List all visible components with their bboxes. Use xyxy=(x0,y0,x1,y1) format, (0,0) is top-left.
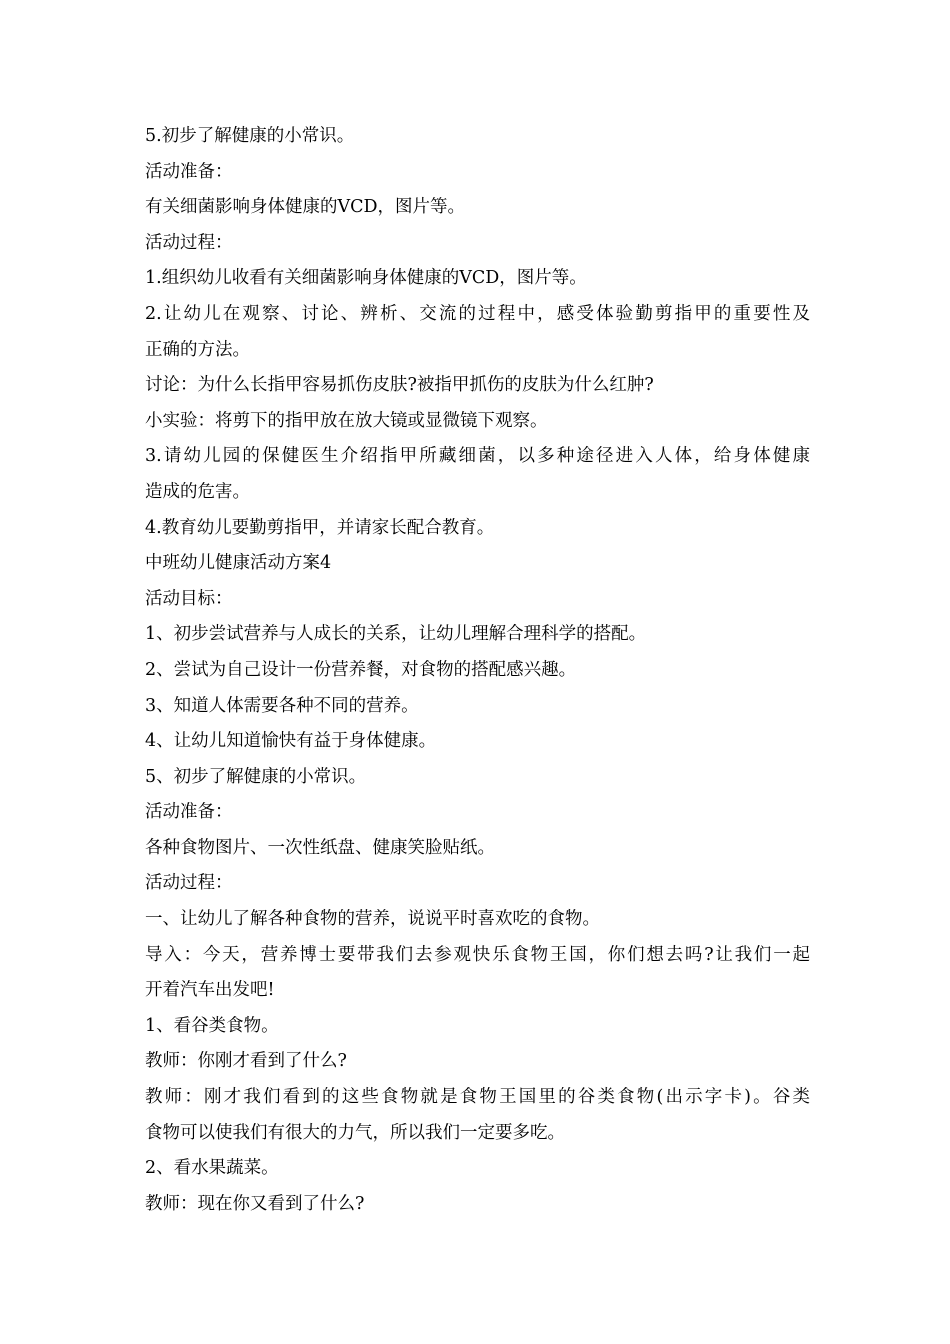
text-line: 教师：你刚才看到了什么? xyxy=(145,1051,347,1072)
text-line: 3、知道人体需要各种不同的营养。 xyxy=(145,695,419,716)
text-line: 一、让幼儿了解各种食物的营养，说说平时喜欢吃的食物。 xyxy=(145,909,600,930)
section-heading: 活动过程： xyxy=(145,873,233,894)
text-line: 5.初步了解健康的小常识。 xyxy=(145,126,355,146)
text-line: 正确的方法。 xyxy=(145,339,250,360)
text-line: 4.教育幼儿要勤剪指甲，并请家长配合教育。 xyxy=(145,517,495,538)
text-line: 3.请幼儿园的保健医生介绍指甲所藏细菌，以多种途径进入人体，给身体健康 xyxy=(145,446,810,467)
text-line: 5、初步了解健康的小常识。 xyxy=(145,766,367,787)
text-line: 教师：刚才我们看到的这些食物就是食物王国里的谷类食物(出示字卡)。谷类 xyxy=(145,1087,810,1108)
text-line: 1、初步尝试营养与人成长的关系，让幼儿理解合理科学的搭配。 xyxy=(145,624,647,645)
text-line: 造成的危害。 xyxy=(145,481,250,502)
document-body xyxy=(145,119,810,1222)
section-heading: 活动过程： xyxy=(145,232,233,253)
text-line: 教师：现在你又看到了什么? xyxy=(145,1193,365,1214)
text-line: 导入：今天，营养博士要带我们去参观快乐食物王国，你们想去吗?让我们一起 xyxy=(145,944,810,965)
text-line: 小实验：将剪下的指甲放在放大镜或显微镜下观察。 xyxy=(145,410,548,431)
text-line: 开着汽车出发吧! xyxy=(145,980,275,1001)
text-line: 1.组织幼儿收看有关细菌影响身体健康的VCD，图片等。 xyxy=(145,268,587,289)
text-line: 有关细菌影响身体健康的VCD，图片等。 xyxy=(145,197,466,218)
text-line: 4、让幼儿知道愉快有益于身体健康。 xyxy=(145,731,437,752)
section-heading: 活动准备： xyxy=(145,161,233,182)
text-line: 2.让幼儿在观察、讨论、辨析、交流的过程中，感受体验勤剪指甲的重要性及 xyxy=(145,303,810,324)
text-line: 2、尝试为自己设计一份营养餐，对食物的搭配感兴趣。 xyxy=(145,659,577,680)
text-line: 讨论：为什么长指甲容易抓伤皮肤?被指甲抓伤的皮肤为什么红肿? xyxy=(145,375,654,396)
text-line: 1、看谷类食物。 xyxy=(145,1015,279,1036)
text-line: 2、看水果蔬菜。 xyxy=(145,1158,279,1179)
text-line: 各种食物图片、一次性纸盘、健康笑脸贴纸。 xyxy=(145,837,495,858)
plan-title: 中班幼儿健康活动方案4 xyxy=(145,553,332,574)
section-heading: 活动目标： xyxy=(145,588,233,609)
section-heading: 活动准备： xyxy=(145,802,233,823)
text-line: 食物可以使我们有很大的力气，所以我们一定要多吃。 xyxy=(145,1122,565,1143)
